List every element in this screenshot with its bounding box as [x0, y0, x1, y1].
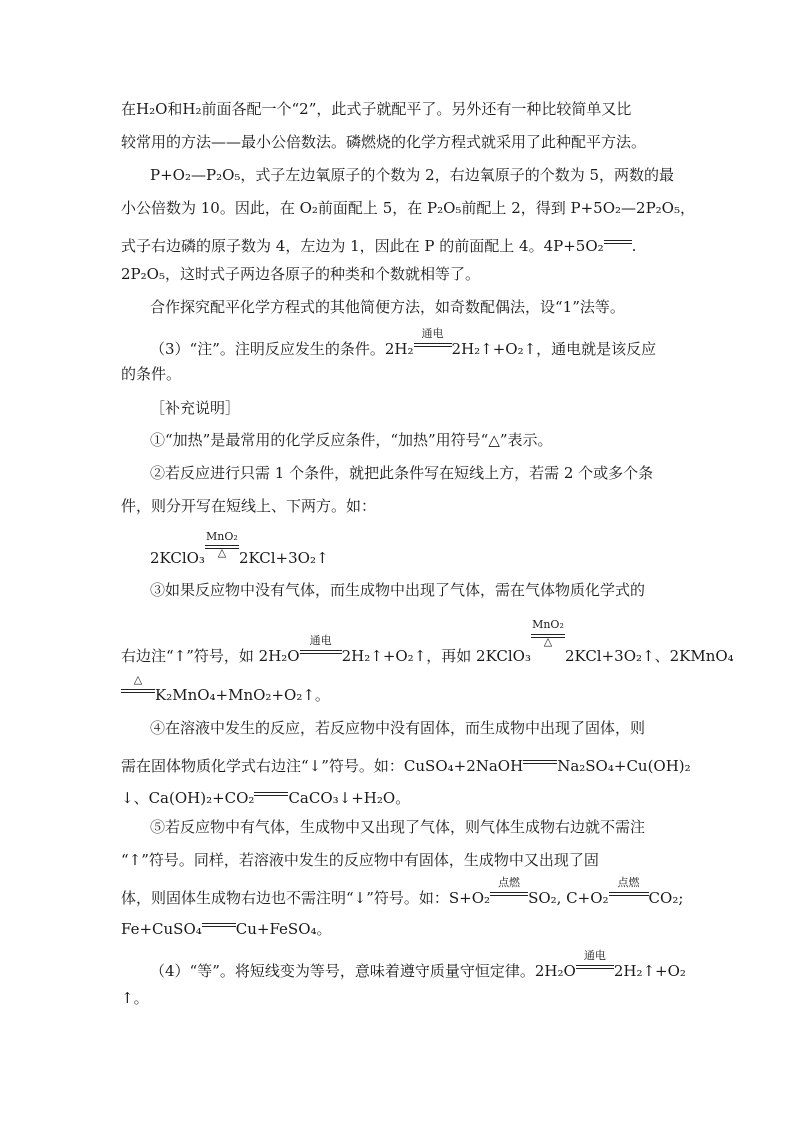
paragraph-line: ③如果反应物中没有气体，而生成物中出现了气体，需在气体物质化学式的 [150, 581, 646, 599]
reaction-condition [300, 634, 342, 661]
line-text: （3）“注”。注明反应发生的条件。2H₂ [150, 340, 414, 358]
paragraph-line: 的条件。 [121, 365, 182, 383]
equals-sign [254, 783, 288, 803]
paragraph-line [121, 783, 410, 808]
paragraph-line: ②若反应进行只需 1 个条件，就把此条件写在短线上方，若需 2 个或多个条 [150, 464, 654, 482]
line-text: CaCO₃↓+H₂O。 [288, 789, 411, 807]
condition-top: 点燃 [498, 876, 521, 889]
paragraph-line [150, 327, 657, 359]
condition-top: 通电 [309, 634, 332, 647]
line-text: ↓、Ca(OH)₂+CO₂ [121, 789, 255, 807]
line-text: CO₂; [648, 889, 684, 907]
paragraph-line: 在H₂O和H₂前面各配一个“2”，此式子就配平了。另外还有一种比较简单又比 [121, 100, 632, 118]
paragraph-line [121, 231, 636, 256]
line-text: 2H₂↑+O₂↑，通电就是该反应 [451, 340, 657, 358]
equals-sign [523, 751, 557, 771]
line-text: . [631, 237, 637, 255]
reaction-condition [121, 673, 155, 700]
line-text: 2KClO₃ [150, 549, 205, 567]
reaction-condition [414, 327, 452, 354]
paragraph-line: “↑”符号。同样，若溶液中发生的反应物中有固体，生成物中又出现了固 [121, 851, 599, 869]
condition-top: 通电 [583, 949, 606, 962]
line-text: 式子右边磷的原子数为 4，左边为 1，因此在 P 的前面配上 4。4P+5O₂ [121, 237, 604, 255]
line-text: K₂MnO₄+MnO₂+O₂↑。 [155, 686, 330, 704]
paragraph-line: ①“加热”是最常用的化学反应条件，“加热”用符号“△”表示。 [150, 431, 553, 449]
condition-top: 点燃 [617, 876, 640, 889]
condition-top: MnO₂ [206, 530, 238, 543]
line-text: （4）“等”。将短线变为等号，意味着遵守质量守恒定律。2H₂O [150, 962, 576, 980]
condition-top: MnO₂ [532, 618, 564, 631]
line-text: 右边注“↑”符号，如 2H₂O [121, 647, 300, 665]
reaction-condition [531, 618, 565, 661]
condition-top: △ [133, 673, 143, 686]
line-text: 2H₂↑+O₂ [613, 962, 686, 980]
paragraph-line: 合作探究配平化学方程式的其他简便方法，如奇数配偶法，设“1”法等。 [150, 298, 625, 316]
line-text: Na₂SO₄+Cu(OH)₂ [557, 757, 691, 775]
paragraph-line: 较常用的方法——最小公倍数法。磷燃烧的化学方程式就采用了此种配平方法。 [121, 133, 647, 151]
reaction-condition [205, 530, 239, 563]
paragraph-line [150, 949, 686, 981]
paragraph-line: ↑。 [121, 989, 149, 1007]
line-text: 需在固体物质化学式右边注“↓”符号。如：CuSO₄+2NaOH [121, 757, 524, 775]
paragraph-line: P+O₂—P₂O₅，式子左边氧原子的个数为 2，右边氧原子的个数为 5，两数的最 [150, 166, 675, 184]
paragraph-line [121, 751, 691, 776]
reaction-condition [609, 876, 649, 903]
paragraph-line: 2P₂O₅，这时式子两边各原子的种类和个数就相等了。 [121, 265, 480, 283]
paragraph-line: 小公倍数为 10。因此，在 O₂前面配上 5，在 P₂O₅前配上 2，得到 P+5O₂—2P₂O₅， [121, 199, 695, 217]
line-text: 2H₂↑+O₂↑，再如 2KClO₃ [341, 647, 531, 665]
line-text: 体，则固体生成物右边也不需注明“↓”符号。如：S+O₂ [121, 889, 491, 907]
equation-line [150, 530, 329, 568]
condition-top: 通电 [421, 327, 444, 340]
paragraph-line: ⑤若反应物中有气体，生成物中又出现了气体，则气体生成物右边就不需注 [150, 818, 646, 836]
line-text: Cu+FeSO₄。 [235, 920, 332, 938]
condition-bottom: △ [543, 635, 553, 648]
line-text: 2KCl+3O₂↑、2KMnO₄ [564, 647, 734, 665]
line-text: Fe+CuSO₄ [121, 920, 202, 938]
paragraph-line [121, 673, 330, 705]
reaction-condition [490, 876, 528, 903]
equals-sign [202, 914, 236, 934]
section-label: ［补充说明］ [150, 399, 241, 417]
paragraph-line [121, 876, 684, 908]
paragraph-line: 件，则分开写在短线上、下两方。如： [121, 497, 377, 515]
equals-sign [604, 231, 632, 251]
paragraph-line: ④在溶液中发生的反应，若反应物中没有固体，而生成物中出现了固体，则 [150, 719, 646, 737]
paragraph-line [121, 618, 734, 666]
paragraph-line [121, 914, 332, 939]
line-text: 2KCl+3O₂↑ [238, 549, 329, 567]
reaction-condition [576, 949, 614, 976]
condition-bottom: △ [217, 546, 227, 559]
line-text: SO₂, C+O₂ [528, 889, 609, 907]
